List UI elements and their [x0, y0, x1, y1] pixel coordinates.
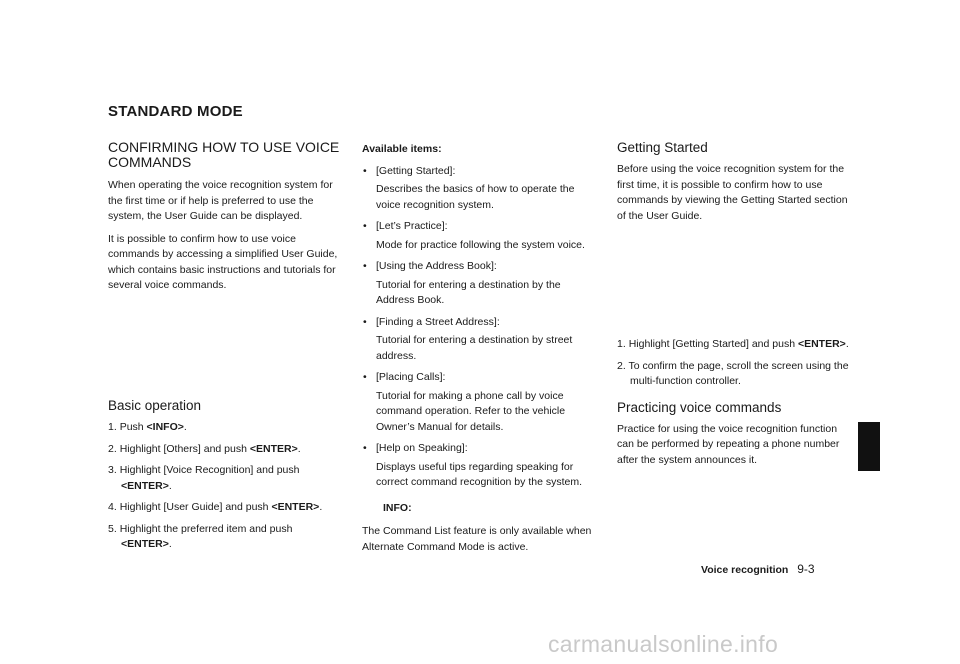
basic-steps-list — [108, 420, 346, 553]
bullet-icon: • — [363, 315, 367, 328]
bullet-icon: • — [363, 260, 367, 272]
column-middle — [362, 142, 600, 555]
confirming-heading: CONFIRMING HOW TO USE VOICE COMMANDS — [108, 139, 340, 170]
basic-step: 3. Highlight [Voice Recognition] and push <ENTER>. — [108, 464, 300, 492]
getting-step: 2. To confirm the page, scroll the screen using the multi-function controller. — [617, 359, 849, 387]
available-item: • [Help on Speaking]: Displays useful tips regarding speaking for correct command recognition by the system. — [363, 442, 583, 488]
basic-step: 1. Push <INFO>. — [108, 421, 187, 433]
basic-step: 2. Highlight [Others] and push <ENTER>. — [108, 442, 301, 455]
available-item: • [Let’s Practice]: Mode for practice following the system voice. — [363, 220, 585, 251]
available-item: • [Finding a Street Address]: Tutorial for entering a destination by street address. — [363, 315, 573, 362]
section-title: STANDARD MODE — [108, 103, 243, 120]
basic-step: 5. Highlight the preferred item and push <ENTER>. — [108, 522, 293, 550]
available-item: • [Getting Started]: Describes the basics of how to operate the voice recognition system. — [363, 164, 575, 211]
basic-step: 4. Highlight [User Guide] and push <ENTER>. — [108, 501, 323, 513]
simplified-guide-paragraph: It is possible to confirm how to use voice commands by accessing a simplified User Guide, which contains basic instructions and tutorials for several voice commands. — [108, 232, 338, 291]
page-number: 9-3 — [797, 562, 815, 576]
bullet-icon: • — [363, 220, 367, 232]
getting-started-block — [617, 140, 855, 231]
bullet-icon: • — [363, 371, 367, 383]
available-items-list — [362, 164, 600, 491]
bullet-icon: • — [363, 442, 367, 454]
info-text: The Command List feature is only available when Alternate Command Mode is active. — [362, 525, 592, 553]
available-item: • [Placing Calls]: Tutorial for making a phone call by voice command operation. Refer to the vehicle Owner’s Manual for details. — [363, 371, 566, 433]
intro-paragraph: When operating the voice recognition system for the first time or if help is preferred to use the system, the User Guide can be displayed. — [108, 179, 333, 222]
bullet-icon: • — [363, 164, 367, 177]
getting-started-steps — [617, 337, 855, 390]
practicing-heading: Practicing voice commands — [617, 399, 782, 415]
basic-operation-block — [108, 398, 346, 559]
basic-operation-heading: Basic operation — [108, 398, 202, 413]
page-footer — [701, 562, 815, 576]
footer-section-label: Voice recognition — [701, 564, 789, 576]
getting-started-heading: Getting Started — [617, 140, 708, 155]
watermark: carmanualsonline.info — [548, 631, 779, 657]
getting-started-text: Before using the voice recognition system for the first time, it is possible to confirm how to use commands by viewing the Getting Started section of the User Guide. — [617, 163, 848, 222]
info-label: INFO: — [383, 501, 412, 514]
getting-started-steps-block — [617, 337, 855, 475]
available-items-label: Available items: — [362, 143, 442, 155]
getting-step: 1. Highlight [Getting Started] and push <ENTER>. — [617, 338, 849, 350]
practicing-text: Practice for using the voice recognition function can be performed by repeating a phone number after the system announces it. — [617, 422, 840, 466]
available-item: • [Using the Address Book]: Tutorial for entering a destination by the Address Book. — [363, 260, 561, 306]
chapter-tab — [858, 422, 880, 471]
column-left — [108, 140, 346, 301]
